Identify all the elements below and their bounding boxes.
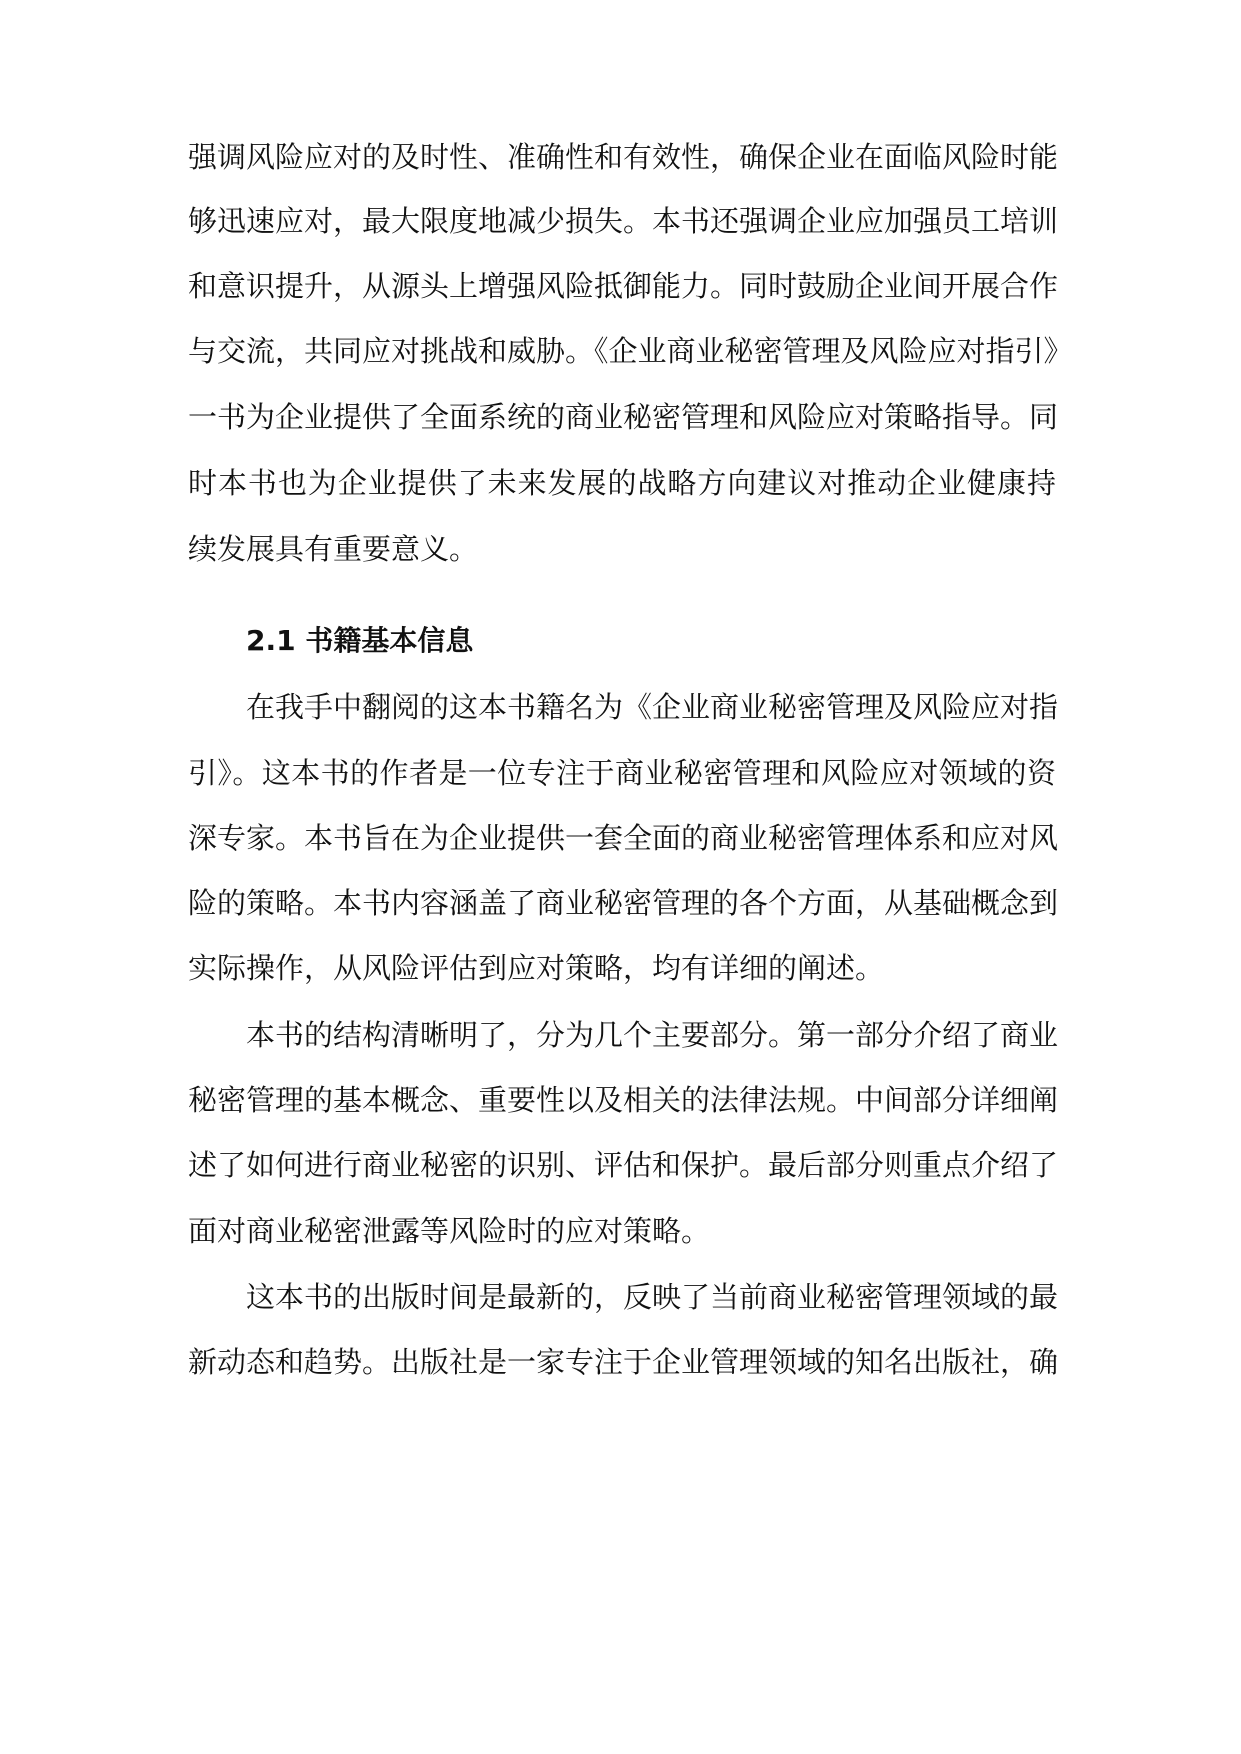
paragraph-2-line-2: 引》。这本书的作者是一位专注于商业秘密管理和风险应对领域的资 <box>188 756 1056 790</box>
paragraph-4-line-1: 这本书的出版时间是最新的，反映了当前商业秘密管理领域的最 <box>246 1280 1059 1314</box>
paragraph-4-line-2: 新动态和趋势。出版社是一家专注于企业管理领域的知名出版社，确 <box>188 1345 1059 1379</box>
paragraph-1-line-3: 和意识提升，从源头上增强风险抵御能力。同时鼓励企业间开展合作 <box>188 269 1059 303</box>
paragraph-2-line-5: 实际操作，从风险评估到应对策略，均有详细的阐述。 <box>188 951 885 985</box>
paragraph-3-line-2: 秘密管理的基本概念、重要性以及相关的法律法规。中间部分详细阐 <box>188 1083 1059 1117</box>
paragraph-2-line-3: 深专家。本书旨在为企业提供一套全面的商业秘密管理体系和应对风 <box>188 821 1059 855</box>
paragraph-1-line-6: 时本书也为企业提供了未来发展的战略方向建议对推动企业健康持 <box>188 466 1056 500</box>
paragraph-3-line-1: 本书的结构清晰明了，分为几个主要部分。第一部分介绍了商业 <box>246 1018 1059 1052</box>
paragraph-1-line-7: 续发展具有重要意义。 <box>188 532 479 566</box>
paragraph-1-line-1: 强调风险应对的及时性、准确性和有效性，确保企业在面临风险时能 <box>188 140 1059 174</box>
section-heading: 2.1 书籍基本信息 <box>246 624 474 657</box>
paragraph-1-line-5: 一书为企业提供了全面系统的商业秘密管理和风险应对策略指导。同 <box>188 400 1059 434</box>
paragraph-1-line-4: 与交流，共同应对挑战和威胁。《企业商业秘密管理及风险应对指引》 <box>188 334 1073 368</box>
paragraph-2-line-1: 在我手中翻阅的这本书籍名为《企业商业秘密管理及风险应对指 <box>246 690 1059 724</box>
paragraph-3-line-3: 述了如何进行商业秘密的识别、评估和保护。最后部分则重点介绍了 <box>188 1148 1059 1182</box>
paragraph-1-line-2: 够迅速应对，最大限度地减少损失。本书还强调企业应加强员工培训 <box>188 204 1059 238</box>
paragraph-2-line-4: 险的策略。本书内容涵盖了商业秘密管理的各个方面，从基础概念到 <box>188 886 1059 920</box>
paragraph-3-line-4: 面对商业秘密泄露等风险时的应对策略。 <box>188 1214 711 1248</box>
